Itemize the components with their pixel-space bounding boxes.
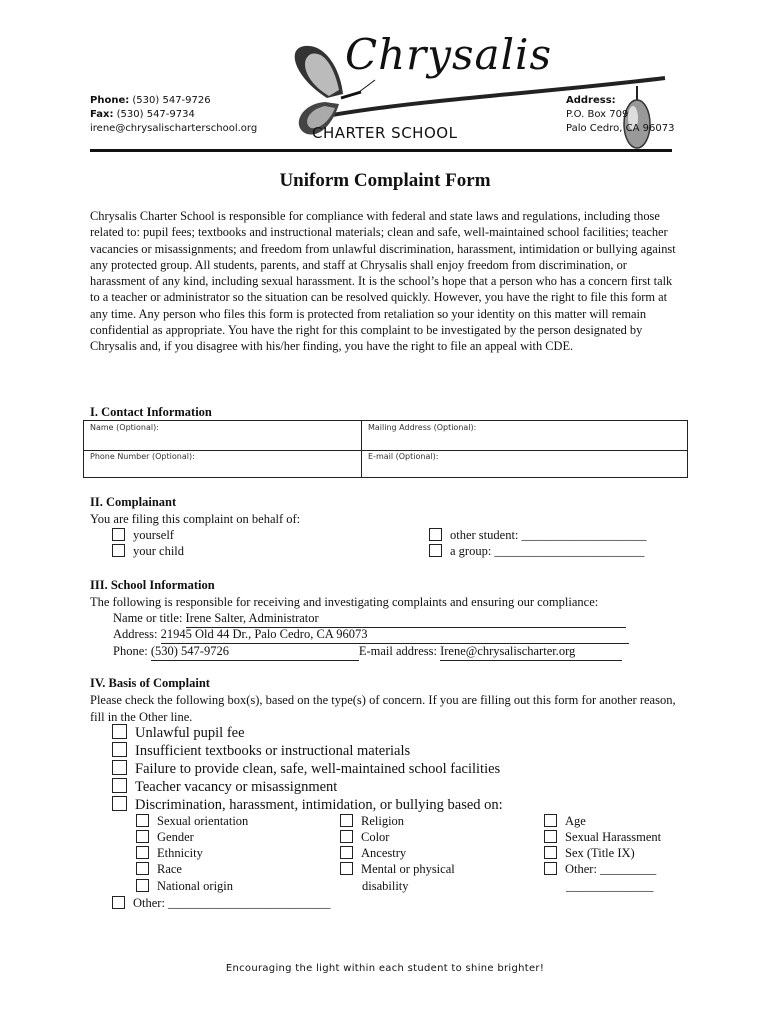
mailing-address-label: Mailing Address (Optional): — [368, 423, 477, 432]
gender-label: Gender — [157, 830, 194, 844]
textbooks-label: Insufficient textbooks or instructional materials — [135, 743, 411, 759]
phone-number-field[interactable] — [90, 452, 355, 476]
basis-ethnicity[interactable] — [136, 846, 203, 861]
your-child-label: your child — [133, 544, 185, 558]
section-contact-heading: I. Contact Information — [90, 405, 212, 419]
responsible-phone-line — [113, 643, 622, 661]
responsible-name-line — [113, 610, 626, 628]
school-contact-info — [90, 94, 257, 136]
basis-race[interactable] — [136, 862, 182, 877]
sexual-orientation-checkbox[interactable] — [136, 814, 149, 827]
basis-sexual-harassment[interactable] — [544, 830, 661, 845]
group-label: a group: ________________________ — [450, 544, 645, 558]
email-field-label: E-mail (Optional): — [368, 452, 439, 461]
sex-title-ix-label: Sex (Title IX) — [565, 846, 635, 860]
responsible-name-label: Name or title: — [113, 611, 186, 625]
phone-number-label: Phone Number (Optional): — [90, 452, 195, 461]
your-child-checkbox[interactable] — [112, 544, 125, 557]
school-fax: (530) 547-9734 — [116, 109, 195, 120]
basis-gender[interactable] — [136, 830, 194, 845]
color-label: Color — [361, 830, 390, 844]
page-title: Uniform Complaint Form — [279, 170, 491, 191]
mental-physical-checkbox[interactable] — [340, 862, 353, 875]
address-label: Address: — [566, 95, 616, 106]
header-divider — [90, 149, 672, 152]
color-checkbox[interactable] — [340, 830, 353, 843]
basis-color[interactable] — [340, 830, 389, 845]
religion-checkbox[interactable] — [340, 814, 353, 827]
section-basis-heading: IV. Basis of Complaint — [90, 676, 210, 690]
school-email: irene@chrysalischarterschool.org — [90, 123, 258, 134]
national-origin-label: National origin — [157, 879, 234, 893]
responsible-email-label: E-mail address: — [358, 644, 441, 658]
name-field-label: Name (Optional): — [90, 423, 159, 432]
sex-title-ix-checkbox[interactable] — [544, 846, 557, 859]
basis-other[interactable] — [112, 896, 331, 911]
phone-label: Phone: — [90, 95, 130, 106]
sexual-harassment-checkbox[interactable] — [544, 830, 557, 843]
school-address — [566, 94, 674, 136]
basis-facilities[interactable] — [112, 760, 500, 778]
section-school-heading: III. School Information — [90, 578, 215, 592]
unlawful-fee-checkbox[interactable] — [112, 724, 127, 739]
email-field[interactable] — [368, 452, 680, 476]
sexual-harassment-label: Sexual Harassment — [565, 830, 662, 844]
ethnicity-checkbox[interactable] — [136, 846, 149, 859]
address-line2: Palo Cedro, CA 96073 — [566, 123, 675, 134]
basis-age[interactable] — [544, 814, 586, 829]
responsible-address-value: 21945 Old 44 Dr., Palo Cedro, CA 96073 — [161, 626, 629, 644]
responsible-email-value: Irene@chrysalischarter.org — [440, 643, 622, 661]
ethnicity-label: Ethnicity — [157, 846, 203, 860]
gender-checkbox[interactable] — [136, 830, 149, 843]
basis-other-protected[interactable] — [544, 862, 656, 877]
basis-sex-title-ix[interactable] — [544, 846, 635, 861]
footer-tagline: Encouraging the light within each student to shine brighter! — [225, 963, 545, 974]
basis-national-origin[interactable] — [136, 879, 233, 894]
table-divider-h — [84, 450, 687, 451]
basis-discrimination[interactable] — [112, 796, 503, 814]
ancestry-label: Ancestry — [361, 846, 407, 860]
mailing-address-field[interactable] — [368, 423, 680, 448]
logo-subtitle: CHARTER SCHOOL — [312, 124, 458, 142]
logo-wordmark: Chrysalis — [345, 30, 553, 79]
textbooks-checkbox[interactable] — [112, 742, 127, 757]
religion-label: Religion — [361, 814, 405, 828]
section-complainant-heading: II. Complainant — [90, 495, 177, 509]
name-field[interactable] — [90, 423, 355, 448]
address-line1: P.O. Box 709 — [566, 109, 629, 120]
responsible-name-value: Irene Salter, Administrator — [186, 610, 626, 628]
other-protected-line[interactable]: ______________ — [566, 879, 654, 893]
intro-paragraph: Chrysalis Charter School is responsible for compliance with federal and state laws and regulations, including those related to: pupil fees; textbooks and instructional materials; clean and safe, well-maintained school facilities; teacher vacancies or misassignments; and freedom from unlawful discrimination, harassment, intimidation or bullying against any protected group. All students, parents, and staff at Chrysalis shall enjoy freedom from discrimination, or harassment of any kind, including sexual harassment. It is the school’s hope that a person who has a concern first talk to a teacher or administrator so the situation can be resolved quickly. However, you have the right to file this form at any time. Any person who files this form is protected from retaliation so your identity on this matter will remain confidential as appropriate. You have the right for this complaint to be investigated by the person designated by Chrysalis and, if you disagree with his/her finding, you have the right to file an appeal with CDE. — [90, 209, 676, 354]
school-prompt: The following is responsible for receiving and investigating complaints and ensuring our compliance: — [90, 595, 599, 609]
basis-sexual-orientation[interactable] — [136, 814, 248, 829]
complainant-prompt: You are filing this complaint on behalf of: — [90, 512, 301, 526]
option-yourself[interactable] — [112, 528, 174, 543]
other-protected-checkbox[interactable] — [544, 862, 557, 875]
option-your-child[interactable] — [112, 544, 184, 559]
race-checkbox[interactable] — [136, 862, 149, 875]
responsible-address-label: Address: — [113, 627, 161, 641]
table-divider-v — [361, 421, 362, 477]
facilities-label: Failure to provide clean, safe, well-maintained school facilities — [135, 761, 501, 777]
ancestry-checkbox[interactable] — [340, 846, 353, 859]
unlawful-fee-label: Unlawful pupil fee — [135, 725, 245, 741]
discrimination-label: Discrimination, harassment, intimidation, or bullying based on: — [135, 797, 503, 813]
responsible-phone-label: Phone: — [113, 644, 151, 658]
basis-ancestry[interactable] — [340, 846, 406, 861]
sexual-orientation-label: Sexual orientation — [157, 814, 249, 828]
national-origin-checkbox[interactable] — [136, 879, 149, 892]
responsible-address-line — [113, 626, 629, 644]
fax-label: Fax: — [90, 109, 114, 120]
other-student-label: other student: ____________________ — [450, 528, 647, 542]
basis-religion[interactable] — [340, 814, 404, 829]
responsible-phone-value: (530) 547-9726 — [151, 643, 359, 661]
age-label: Age — [565, 814, 586, 828]
mental-physical-label: Mental or physical — [361, 862, 455, 876]
facilities-checkbox[interactable] — [112, 760, 127, 775]
race-label: Race — [157, 862, 182, 876]
teacher-vacancy-label: Teacher vacancy or misassignment — [135, 779, 338, 795]
basis-unlawful-fee[interactable] — [112, 724, 245, 742]
other-student-checkbox[interactable] — [429, 528, 442, 541]
option-group[interactable] — [429, 544, 644, 559]
discrimination-checkbox[interactable] — [112, 796, 127, 811]
other-label: Other: __________________________ — [133, 896, 331, 910]
basis-teacher-vacancy[interactable] — [112, 778, 337, 796]
contact-info-table — [83, 420, 688, 478]
other-checkbox[interactable] — [112, 896, 125, 909]
school-phone: (530) 547-9726 — [132, 95, 211, 106]
group-checkbox[interactable] — [429, 544, 442, 557]
yourself-label: yourself — [133, 528, 174, 542]
teacher-vacancy-checkbox[interactable] — [112, 778, 127, 793]
basis-mental-physical[interactable] — [340, 862, 455, 877]
age-checkbox[interactable] — [544, 814, 557, 827]
yourself-checkbox[interactable] — [112, 528, 125, 541]
basis-textbooks[interactable] — [112, 742, 410, 760]
disability-label: disability — [362, 879, 409, 893]
other-protected-label: Other: _________ — [565, 862, 657, 876]
option-other-student[interactable] — [429, 528, 647, 543]
basis-prompt: Please check the following box(s), based on the type(s) of concern. If you are filling out this form for another reason, fill in the Other line. — [90, 693, 676, 724]
